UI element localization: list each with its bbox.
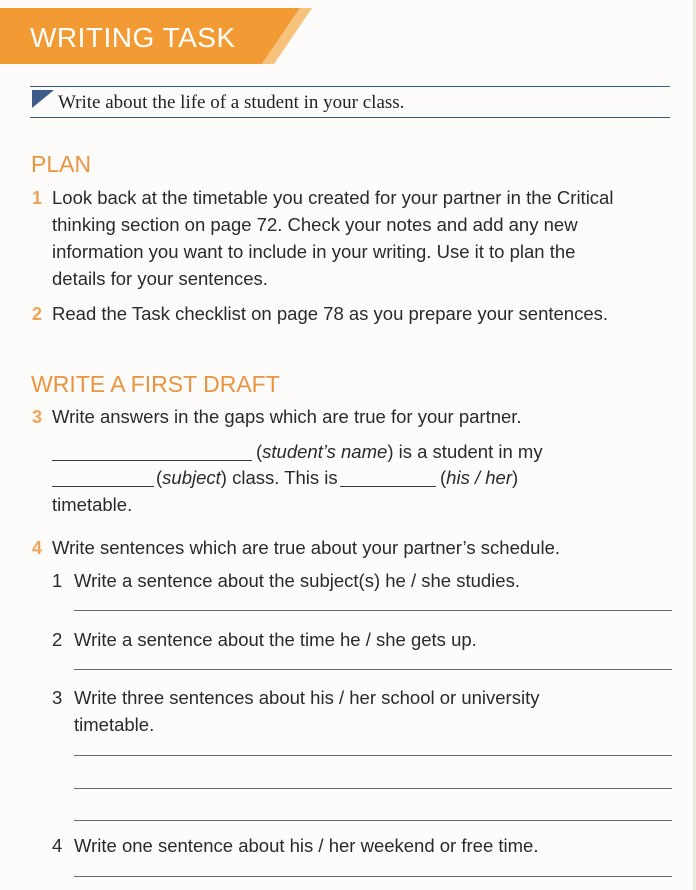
writing-task-banner bbox=[0, 8, 312, 64]
answer-line[interactable] bbox=[74, 610, 672, 611]
plan-item-1-line: Look back at the timetable you created for your partner in the Critical bbox=[52, 187, 614, 208]
writing-prompt: Write about the life of a student in your class. bbox=[58, 92, 405, 113]
draft-item-number: 3 bbox=[32, 407, 43, 427]
plan-heading: PLAN bbox=[31, 151, 92, 177]
gap-line-2-mid: class. This is bbox=[226, 467, 338, 488]
plan-item-number: 2 bbox=[32, 304, 43, 324]
draft-item-number: 4 bbox=[32, 538, 43, 558]
gap-fill-line-1: (student’s name) is a student in my bbox=[256, 441, 543, 462]
subitem-number: 4 bbox=[52, 835, 63, 856]
answer-line[interactable] bbox=[74, 820, 672, 821]
subitem-3-text: Write three sentences about his / her school or university bbox=[74, 687, 540, 708]
plan-item-2-line: Read the Task checklist on page 78 as you prepare your sentences. bbox=[52, 303, 609, 324]
plan-item-number: 1 bbox=[32, 188, 43, 208]
gap-fill-line-3: timetable. bbox=[52, 494, 133, 515]
subitem-2-text: Write a sentence about the time he / she gets up. bbox=[74, 629, 477, 650]
answer-line[interactable] bbox=[74, 876, 672, 877]
prompt-bottom-rule bbox=[30, 117, 670, 118]
plan-item-1-line: details for your sentences. bbox=[52, 268, 268, 289]
subitem-4-text: Write one sentence about his / her weekend or free time. bbox=[74, 835, 539, 856]
banner-title: WRITING TASK bbox=[30, 22, 236, 53]
subject-hint: subject bbox=[162, 467, 221, 488]
subitem-3-text-cont: timetable. bbox=[74, 714, 155, 735]
subject-gap[interactable] bbox=[52, 486, 154, 487]
student-name-gap[interactable] bbox=[52, 460, 252, 461]
subitem-1-text: Write a sentence about the subject(s) he / she studies. bbox=[74, 570, 520, 591]
subitem-number: 2 bbox=[52, 629, 63, 650]
plan-item-1-line: thinking section on page 72. Check your notes and add any new bbox=[52, 214, 578, 235]
draft-heading: WRITE A FIRST DRAFT bbox=[31, 371, 280, 397]
subitem-number: 3 bbox=[52, 687, 63, 708]
prompt-top-rule bbox=[30, 86, 670, 87]
triangle-marker-icon bbox=[32, 90, 54, 108]
subitem-number: 1 bbox=[52, 570, 63, 591]
his-her-hint-wrap: (his / her) bbox=[440, 467, 519, 488]
answer-line[interactable] bbox=[74, 669, 672, 670]
gap-fill-line-2: (subject) class. This is bbox=[156, 467, 338, 488]
his-her-hint: his / her bbox=[446, 467, 512, 488]
his-her-gap[interactable] bbox=[340, 486, 436, 487]
answer-line[interactable] bbox=[74, 788, 672, 789]
plan-item-1-line: information you want to include in your writing. Use it to plan the bbox=[52, 241, 576, 262]
draft-item-4-text: Write sentences which are true about your partner’s schedule. bbox=[52, 537, 561, 558]
gap-line-1-rest: is a student in my bbox=[393, 441, 543, 462]
student-name-hint: student’s name bbox=[262, 441, 388, 462]
draft-item-3-text: Write answers in the gaps which are true for your partner. bbox=[52, 406, 522, 427]
answer-line[interactable] bbox=[74, 755, 672, 756]
